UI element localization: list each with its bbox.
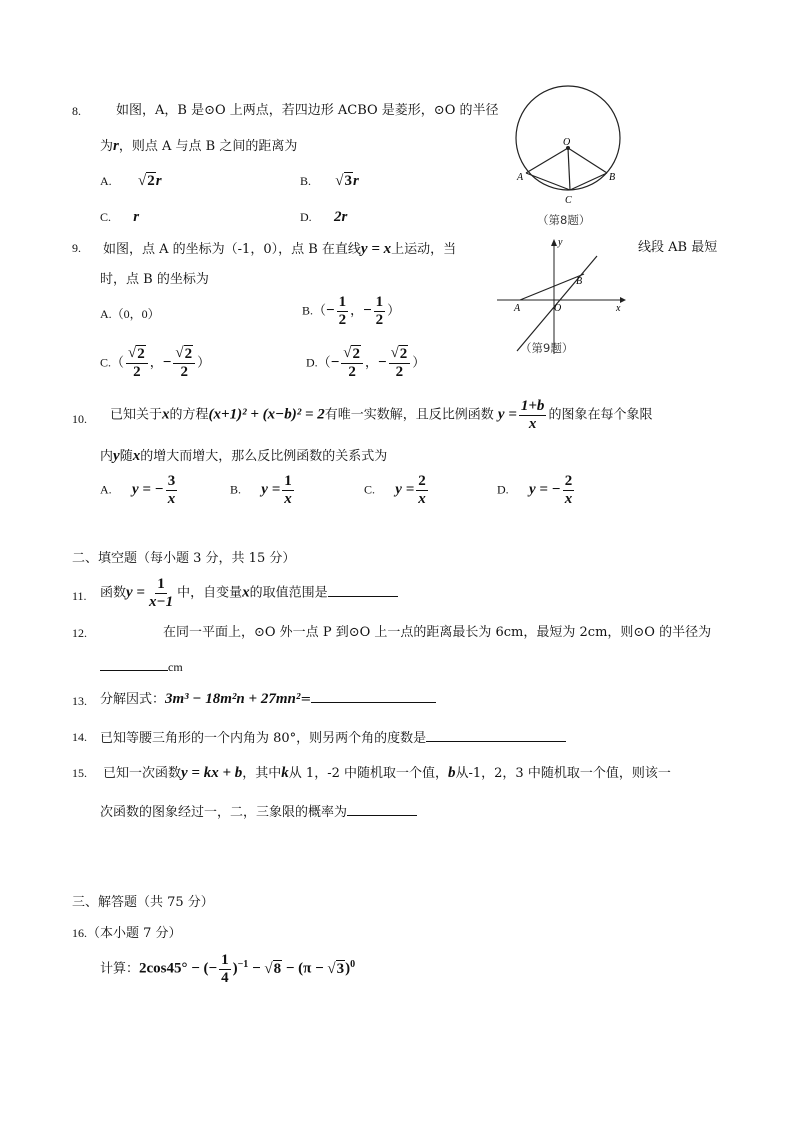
q12-number: 12.: [72, 626, 87, 640]
label-b: B: [576, 276, 583, 287]
q8-circle-figure: [515, 78, 630, 228]
section-3-title: 三、解答题（共 75 分）: [72, 895, 214, 910]
q10-stem-line1: 已知关于x的方程(x+1)² + (x−b)² = 2有唯一实数解，且反比例函数 y = $\frac{1+b}{x}$ 的图象在每个象限: [110, 398, 653, 432]
q11-stem: 函数y = $\frac{1}{x-1}$ 中，自变量x的取值范围是: [100, 576, 398, 610]
q8-option-c: C. r: [100, 209, 140, 225]
segment-ab: [520, 274, 584, 300]
q13-number: 13.: [72, 694, 87, 708]
label-o: O: [563, 137, 571, 148]
q16-expression: 计算：2cos45° − (− $\frac{1}{4}$ )$^{-1}$ − √ 8 − (π − √ 3 )$^0$: [100, 952, 356, 986]
q10-option-c: C. y = $\frac{2}{x}$: [364, 473, 426, 507]
q8-option-b: B. √ 3 r: [300, 173, 359, 189]
q15-stem-line2: 次函数的图象经过一，二，三象限的概率为: [100, 803, 417, 821]
q8-stem-line1: 如图，A，B 是⊙O 上两点，若四边形 ACBO 是菱形，⊙O 的半径: [116, 103, 499, 118]
label-x: x: [616, 303, 621, 314]
q8-option-a: A. √ 2 r: [100, 173, 162, 189]
section-2-title: 二、填空题（每小题 3 分，共 15 分）: [72, 551, 296, 566]
q10-option-a: A. y = − $\frac{3}{x}$: [100, 473, 176, 507]
q11-number: 11.: [72, 589, 87, 603]
q9-option-a: A.（0，0）: [100, 307, 160, 321]
q11-answer-blank[interactable]: [328, 584, 398, 597]
q12-stem: 在同一平面上，⊙O 外一点 P 到⊙O 上一点的距离最长为 6cm，最短为 2cm，则⊙O 的半径为: [163, 625, 712, 640]
q9-option-c: C.（ √ 2 2 ，− √ 2 2 ）: [100, 345, 211, 381]
q15-number: 15.: [72, 766, 87, 780]
segment-oc: [568, 148, 570, 190]
label-a: A: [514, 303, 521, 314]
label-origin: O: [554, 303, 562, 314]
q9-stem-line2: 时，点 B 的坐标为: [100, 272, 209, 287]
q8-number: 8.: [72, 104, 81, 118]
q13-answer-blank[interactable]: [311, 690, 436, 703]
q8-stem-line2: 为r，则点 A 与点 B 之间的距离为: [100, 138, 298, 154]
y-axis-arrow: [551, 239, 557, 246]
q10-stem-line2: 内y随x的增大而增大，那么反比例函数的关系式为: [100, 448, 388, 464]
q15-stem-line1: 已知一次函数y = kx + b，其中k从 1，-2 中随机取一个值，b从-1，2，3 中随机取一个值，则该一: [103, 765, 671, 781]
q12-answer-blank[interactable]: [100, 658, 168, 671]
q14-stem: 已知等腰三角形的一个内角为 80°，则另两个角的度数是: [100, 729, 566, 747]
segment-oa: [526, 148, 568, 173]
x-axis-arrow: [620, 297, 626, 303]
label-b: B: [609, 172, 616, 183]
q14-number: 14.: [72, 730, 87, 744]
q9-option-b: B.（− $\frac{1}{2}$ ，− $\frac{1}{2}$ ）: [302, 294, 401, 328]
q9-figure-caption: （第9题）: [520, 341, 574, 355]
q16-header: 16.（本小题 7 分）: [72, 926, 182, 941]
q9-coordinate-figure: [492, 236, 627, 361]
label-a: A: [517, 172, 524, 183]
q9-number: 9.: [72, 241, 81, 255]
q8-option-d: D. 2r: [300, 209, 348, 225]
q14-answer-blank[interactable]: [426, 729, 566, 742]
q10-number: 10.: [72, 412, 87, 426]
q12-answer-line: cm: [100, 658, 183, 676]
q9-option-d: D.（− √ 2 2 ，− √ 2 2 ）: [306, 345, 426, 381]
segment-ac: [526, 173, 570, 190]
q10-option-d: D. y = − $\frac{2}{x}$: [497, 473, 573, 507]
q13-stem: 分解因式：3m³ − 18m²n + 27mn²=: [100, 690, 436, 708]
label-c: C: [565, 195, 572, 206]
q15-answer-blank[interactable]: [347, 803, 417, 816]
segment-ob: [568, 148, 607, 173]
q9-stem-tail: 线段 AB 最短: [638, 240, 718, 255]
segment-bc: [570, 173, 607, 190]
q8-figure-caption: （第8题）: [537, 213, 591, 227]
q10-option-b: B. y = $\frac{1}{x}$: [230, 473, 292, 507]
q9-stem-line1: 如图，点 A 的坐标为（-1，0），点 B 在直线y = x上运动，当: [103, 241, 457, 257]
label-y: y: [558, 237, 563, 248]
